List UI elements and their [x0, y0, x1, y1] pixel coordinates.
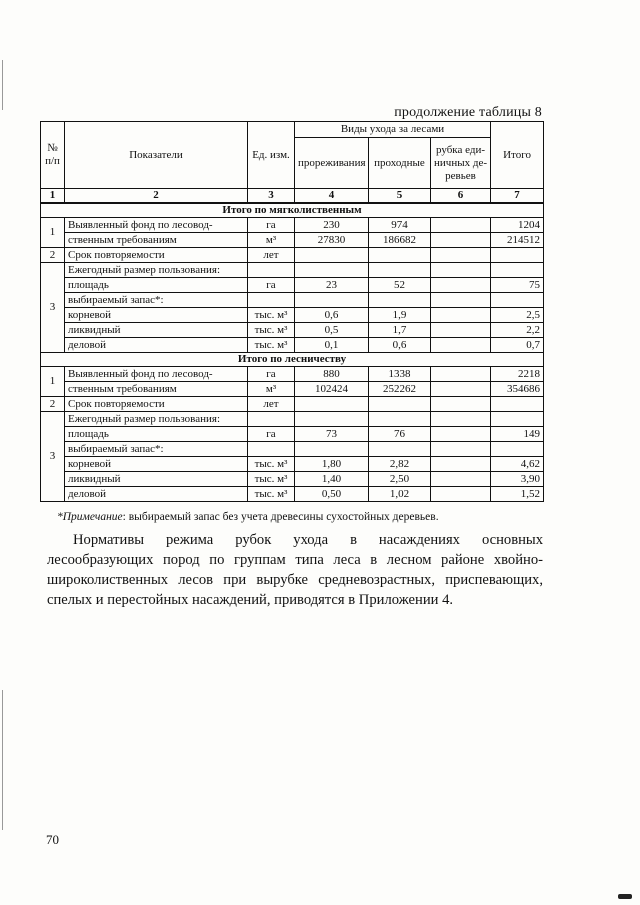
- value-cell: [369, 442, 431, 457]
- data-table-wrapper: [40, 121, 543, 502]
- row-label: ликвидный: [65, 472, 248, 487]
- row-label: Выявленный фонд по лесовод-: [65, 218, 248, 233]
- row-number: 3: [41, 412, 65, 502]
- scan-mark: [618, 894, 632, 899]
- value-cell: [431, 308, 491, 323]
- row-unit: тыс. м³: [248, 487, 295, 502]
- value-cell: 0,50: [295, 487, 369, 502]
- value-cell: [431, 233, 491, 248]
- value-cell: 4,62: [491, 457, 544, 472]
- row-unit: [248, 263, 295, 278]
- header-num: № п/п: [41, 122, 65, 189]
- paragraph-text: Нормативы режима рубок ухода в насаждениях основных лесообразующих пород по группам типа леса в лесном районе хвойно-широколиственных лесов при вырубке средневозрастных, приспевающих, спелых и перестойных насаждений, приводятся в Приложении 4.: [47, 532, 543, 608]
- value-cell: 2,5: [491, 308, 544, 323]
- value-cell: 1,7: [369, 323, 431, 338]
- value-cell: 880: [295, 367, 369, 382]
- row-unit: [248, 412, 295, 427]
- value-cell: 1,40: [295, 472, 369, 487]
- value-cell: [491, 248, 544, 263]
- table-row: [41, 427, 544, 442]
- data-table: [40, 121, 544, 502]
- row-label: Срок повторяемости: [65, 248, 248, 263]
- table-row: [41, 323, 544, 338]
- section-title-row: [41, 353, 544, 367]
- row-unit: га: [248, 367, 295, 382]
- value-cell: 230: [295, 218, 369, 233]
- value-cell: [369, 412, 431, 427]
- row-number: 1: [41, 367, 65, 397]
- value-cell: 73: [295, 427, 369, 442]
- value-cell: 1,9: [369, 308, 431, 323]
- value-cell: 252262: [369, 382, 431, 397]
- table-caption: продолжение таблицы 8: [394, 105, 542, 120]
- row-label: ственным требованиям: [65, 233, 248, 248]
- row-unit: га: [248, 218, 295, 233]
- row-number: 2: [41, 397, 65, 412]
- row-label: выбираемый запас*:: [65, 442, 248, 457]
- note-prefix: *Примечание: [57, 511, 123, 523]
- row-label: корневой: [65, 308, 248, 323]
- row-label: корневой: [65, 457, 248, 472]
- value-cell: [431, 218, 491, 233]
- value-cell: 52: [369, 278, 431, 293]
- column-number-row: [41, 189, 544, 204]
- table-row: [41, 263, 544, 278]
- col-number: 6: [431, 189, 491, 204]
- value-cell: 149: [491, 427, 544, 442]
- page-number: 70: [46, 832, 59, 847]
- header-unit: Ед. изм.: [248, 122, 295, 189]
- value-cell: [431, 442, 491, 457]
- value-cell: [295, 263, 369, 278]
- row-label: Ежегодный размер пользования:: [65, 263, 248, 278]
- value-cell: 0,1: [295, 338, 369, 353]
- value-cell: [431, 293, 491, 308]
- value-cell: 974: [369, 218, 431, 233]
- value-cell: 186682: [369, 233, 431, 248]
- value-cell: 76: [369, 427, 431, 442]
- body-paragraph: [47, 530, 543, 610]
- value-cell: 2,82: [369, 457, 431, 472]
- row-unit: тыс. м³: [248, 338, 295, 353]
- value-cell: [369, 248, 431, 263]
- row-label: ственным требованиям: [65, 382, 248, 397]
- row-unit: лет: [248, 248, 295, 263]
- table-row: [41, 412, 544, 427]
- col-number: 5: [369, 189, 431, 204]
- col-number: 4: [295, 189, 369, 204]
- table-row: [41, 293, 544, 308]
- col-number: 3: [248, 189, 295, 204]
- value-cell: 3,90: [491, 472, 544, 487]
- row-label: ликвидный: [65, 323, 248, 338]
- value-cell: [431, 427, 491, 442]
- row-unit: тыс. м³: [248, 308, 295, 323]
- value-cell: [431, 338, 491, 353]
- value-cell: 27830: [295, 233, 369, 248]
- value-cell: [431, 412, 491, 427]
- row-label: деловой: [65, 338, 248, 353]
- value-cell: [295, 442, 369, 457]
- value-cell: 0,5: [295, 323, 369, 338]
- col-number: 1: [41, 189, 65, 204]
- section-title: Итого по лесничеству: [41, 353, 544, 367]
- value-cell: [431, 323, 491, 338]
- value-cell: [295, 412, 369, 427]
- value-cell: [491, 397, 544, 412]
- value-cell: 214512: [491, 233, 544, 248]
- table-row: [41, 278, 544, 293]
- row-label: площадь: [65, 427, 248, 442]
- row-unit: [248, 293, 295, 308]
- value-cell: 2218: [491, 367, 544, 382]
- row-unit: га: [248, 427, 295, 442]
- row-unit: тыс. м³: [248, 323, 295, 338]
- header-total: Итого: [491, 122, 544, 189]
- table-row: [41, 397, 544, 412]
- table-row: [41, 472, 544, 487]
- value-cell: 0,6: [295, 308, 369, 323]
- value-cell: 0,7: [491, 338, 544, 353]
- value-cell: 102424: [295, 382, 369, 397]
- value-cell: 0,6: [369, 338, 431, 353]
- row-unit: тыс. м³: [248, 472, 295, 487]
- table-row: [41, 442, 544, 457]
- value-cell: [431, 382, 491, 397]
- value-cell: [491, 263, 544, 278]
- row-label: площадь: [65, 278, 248, 293]
- header-care-types: Виды ухода за лесами: [295, 122, 491, 138]
- value-cell: [431, 263, 491, 278]
- value-cell: 1,80: [295, 457, 369, 472]
- value-cell: [369, 263, 431, 278]
- row-label: Ежегодный размер пользования:: [65, 412, 248, 427]
- row-number: 3: [41, 263, 65, 353]
- value-cell: 2,50: [369, 472, 431, 487]
- row-unit: лет: [248, 397, 295, 412]
- scan-edge-line: [2, 690, 3, 830]
- header-single-trees: рубка еди-ничных де-ревьев: [431, 138, 491, 189]
- table-row: [41, 487, 544, 502]
- row-label: деловой: [65, 487, 248, 502]
- col-number: 7: [491, 189, 544, 204]
- value-cell: [369, 293, 431, 308]
- row-unit: га: [248, 278, 295, 293]
- table-row: [41, 308, 544, 323]
- value-cell: [369, 397, 431, 412]
- value-cell: [431, 487, 491, 502]
- table-row: [41, 382, 544, 397]
- value-cell: [431, 472, 491, 487]
- row-unit: м³: [248, 382, 295, 397]
- table-row: [41, 233, 544, 248]
- table-note: [57, 511, 439, 523]
- col-number: 2: [65, 189, 248, 204]
- row-label: Срок повторяемости: [65, 397, 248, 412]
- value-cell: 23: [295, 278, 369, 293]
- value-cell: [491, 412, 544, 427]
- table-row: [41, 367, 544, 382]
- value-cell: [431, 457, 491, 472]
- value-cell: 1,02: [369, 487, 431, 502]
- value-cell: [431, 397, 491, 412]
- value-cell: [295, 293, 369, 308]
- scan-edge-line: [2, 60, 3, 110]
- row-label: Выявленный фонд по лесовод-: [65, 367, 248, 382]
- table-row: [41, 248, 544, 263]
- value-cell: [295, 248, 369, 263]
- row-number: 1: [41, 218, 65, 248]
- value-cell: 1,52: [491, 487, 544, 502]
- section-title-row: [41, 203, 544, 218]
- value-cell: [295, 397, 369, 412]
- table-row: [41, 457, 544, 472]
- table-row: [41, 218, 544, 233]
- value-cell: [431, 248, 491, 263]
- value-cell: 1338: [369, 367, 431, 382]
- value-cell: 1204: [491, 218, 544, 233]
- row-label: выбираемый запас*:: [65, 293, 248, 308]
- table-row: [41, 338, 544, 353]
- row-unit: [248, 442, 295, 457]
- row-number: 2: [41, 248, 65, 263]
- value-cell: [431, 367, 491, 382]
- row-unit: м³: [248, 233, 295, 248]
- value-cell: 2,2: [491, 323, 544, 338]
- value-cell: 354686: [491, 382, 544, 397]
- value-cell: [491, 442, 544, 457]
- header-indicators: Показатели: [65, 122, 248, 189]
- header-passing: проходные: [369, 138, 431, 189]
- note-text: : выбираемый запас без учета древесины сухостойных деревьев.: [122, 511, 439, 523]
- section-title: Итого по мягколиственным: [41, 203, 544, 218]
- header-thinning: прореживания: [295, 138, 369, 189]
- value-cell: [431, 278, 491, 293]
- value-cell: [491, 293, 544, 308]
- row-unit: тыс. м³: [248, 457, 295, 472]
- value-cell: 75: [491, 278, 544, 293]
